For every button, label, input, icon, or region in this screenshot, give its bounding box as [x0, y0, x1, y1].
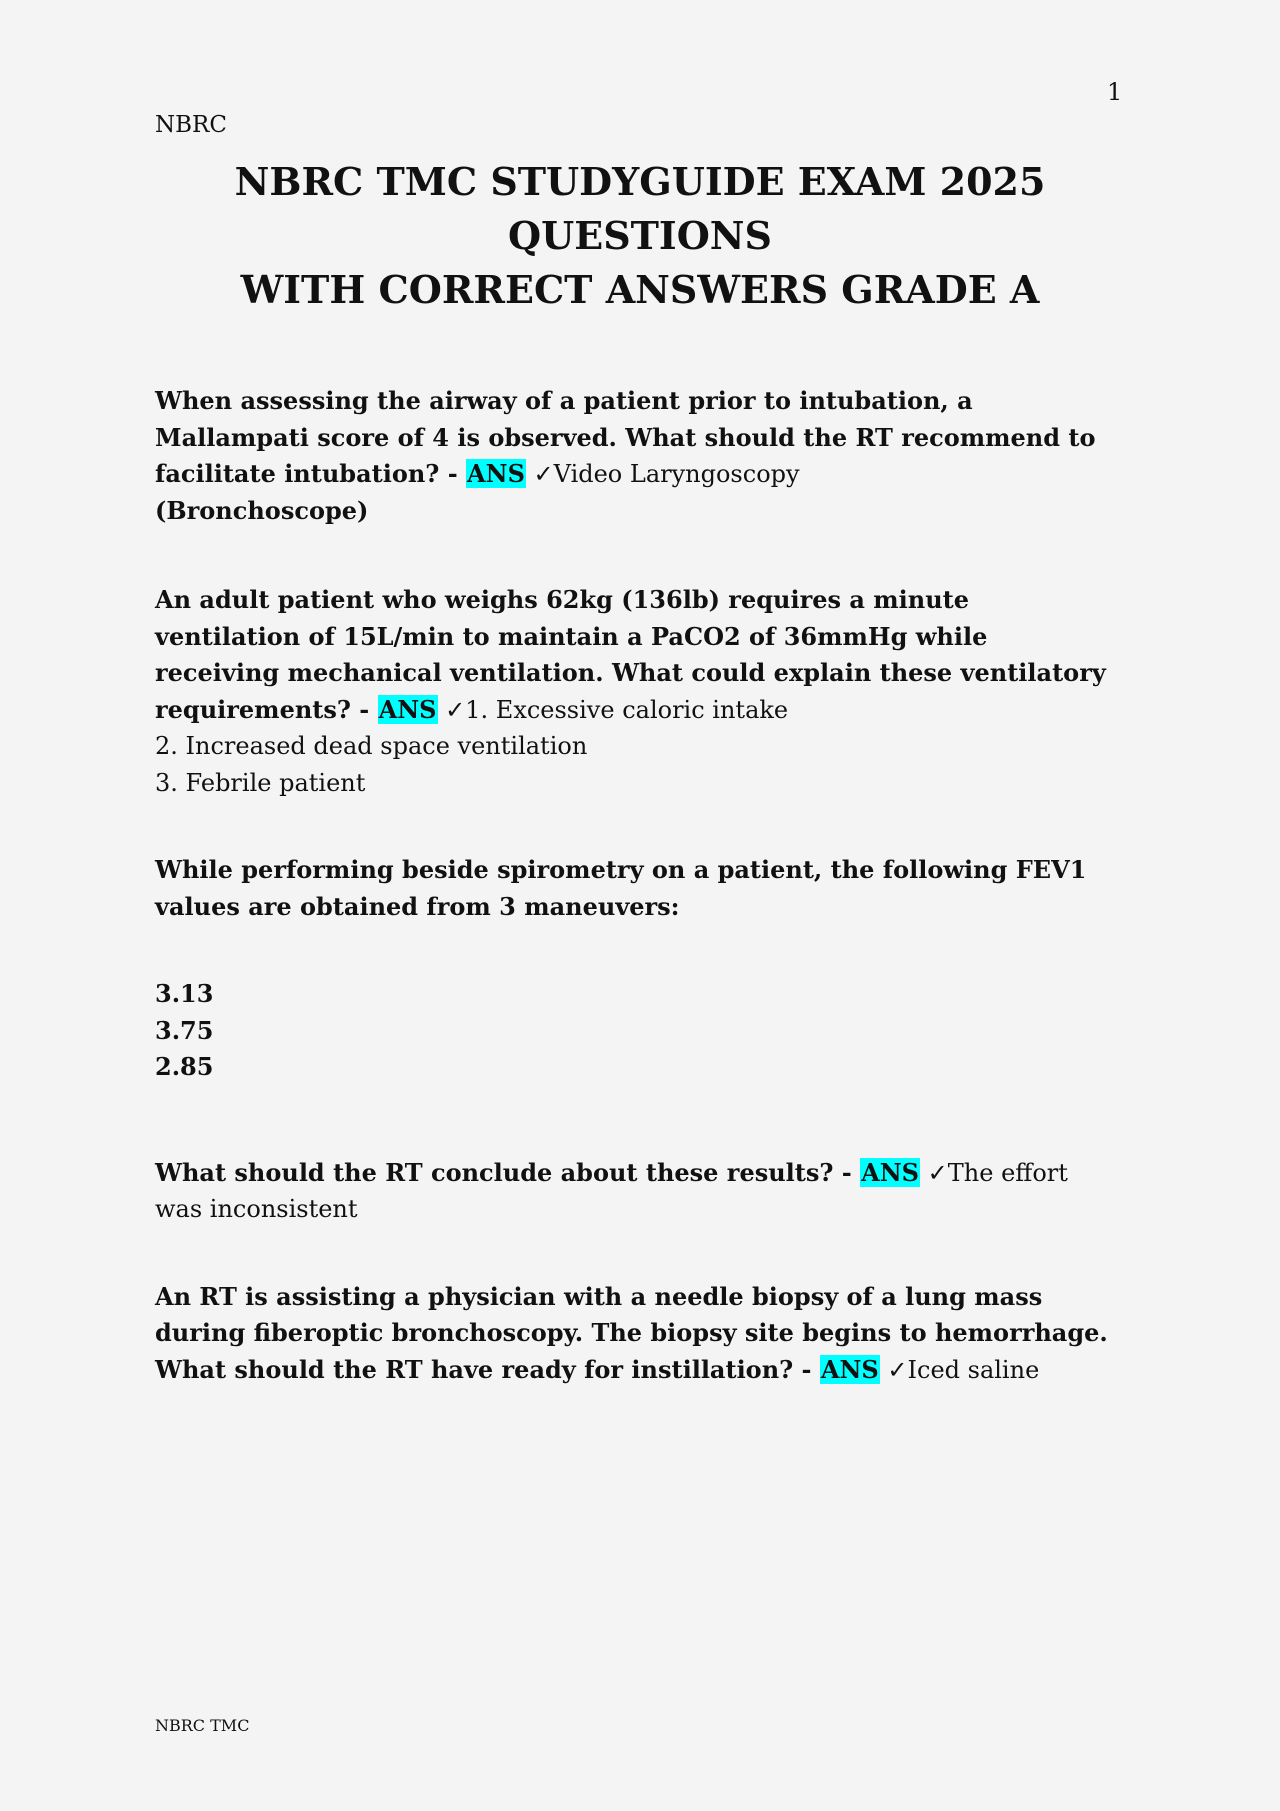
question-3-followup: [155, 1155, 1115, 1228]
fev1-value: 2.85: [155, 1052, 214, 1081]
question-1-answer: Video Laryngoscopy: [553, 460, 800, 488]
ans-highlight: ANS: [820, 1354, 879, 1384]
ans-highlight: ANS: [467, 459, 525, 488]
fev1-value: 3.75: [155, 1015, 214, 1045]
question-2: [155, 582, 1115, 728]
question-1-note: (Bronchoscope): [155, 495, 369, 525]
title-line-1: NBRC TMC STUDYGUIDE EXAM 2025 QUESTIONS: [234, 159, 1046, 258]
document-body: [155, 383, 1115, 1388]
question-2-text: An adult patient who weighs 62kg (136lb) requires a minute ventilation of 15L/min to maintain a PaCO2 of 36mmHg while receiving mechanical ventilation. What could explain these ventilatory requirements? -: [155, 585, 1106, 724]
fev1-value: 3.13: [155, 979, 214, 1008]
question-3-followup-text: What should the RT conclude about these results? -: [155, 1157, 861, 1187]
page-number: 1: [1107, 78, 1123, 106]
question-3-text: While performing beside spirometry on a patient, the following FEV1 values are obtained from 3 maneuvers:: [155, 855, 1087, 921]
running-header: NBRC: [155, 112, 227, 138]
title-line-2: WITH CORRECT ANSWERS GRADE A: [240, 267, 1040, 312]
question-1-text: When assessing the airway of a patient prior to intubation, a Mallampati score of 4 is observed. What should the RT recommend to facilitate intubation? -: [155, 386, 1096, 488]
ans-highlight: ANS: [861, 1157, 920, 1187]
question-2-answer: 1. Excessive caloric intake: [465, 695, 789, 724]
question-3-answer: The effort was inconsistent: [155, 1158, 1068, 1223]
question-4-answer: Iced saline: [907, 1355, 1040, 1384]
question-2-item: 2. Increased dead space ventilation: [155, 732, 588, 760]
check-icon: ✓: [887, 1355, 908, 1384]
question-4: [155, 1279, 1115, 1389]
question-4-text: An RT is assisting a physician with a needle biopsy of a lung mass during fiberoptic bronchoscopy. The biopsy site begins to hemorrhage. What should the RT have ready for instillation? -: [155, 1281, 1108, 1384]
running-footer: NBRC TMC: [155, 1716, 250, 1735]
check-icon: ✓: [533, 460, 554, 488]
question-1: [155, 383, 1115, 493]
question-2-item: 3. Febrile patient: [155, 768, 366, 797]
check-icon: ✓: [927, 1158, 948, 1187]
ans-highlight: ANS: [378, 694, 437, 724]
check-icon: ✓: [445, 695, 466, 724]
document-title: [120, 155, 1160, 317]
